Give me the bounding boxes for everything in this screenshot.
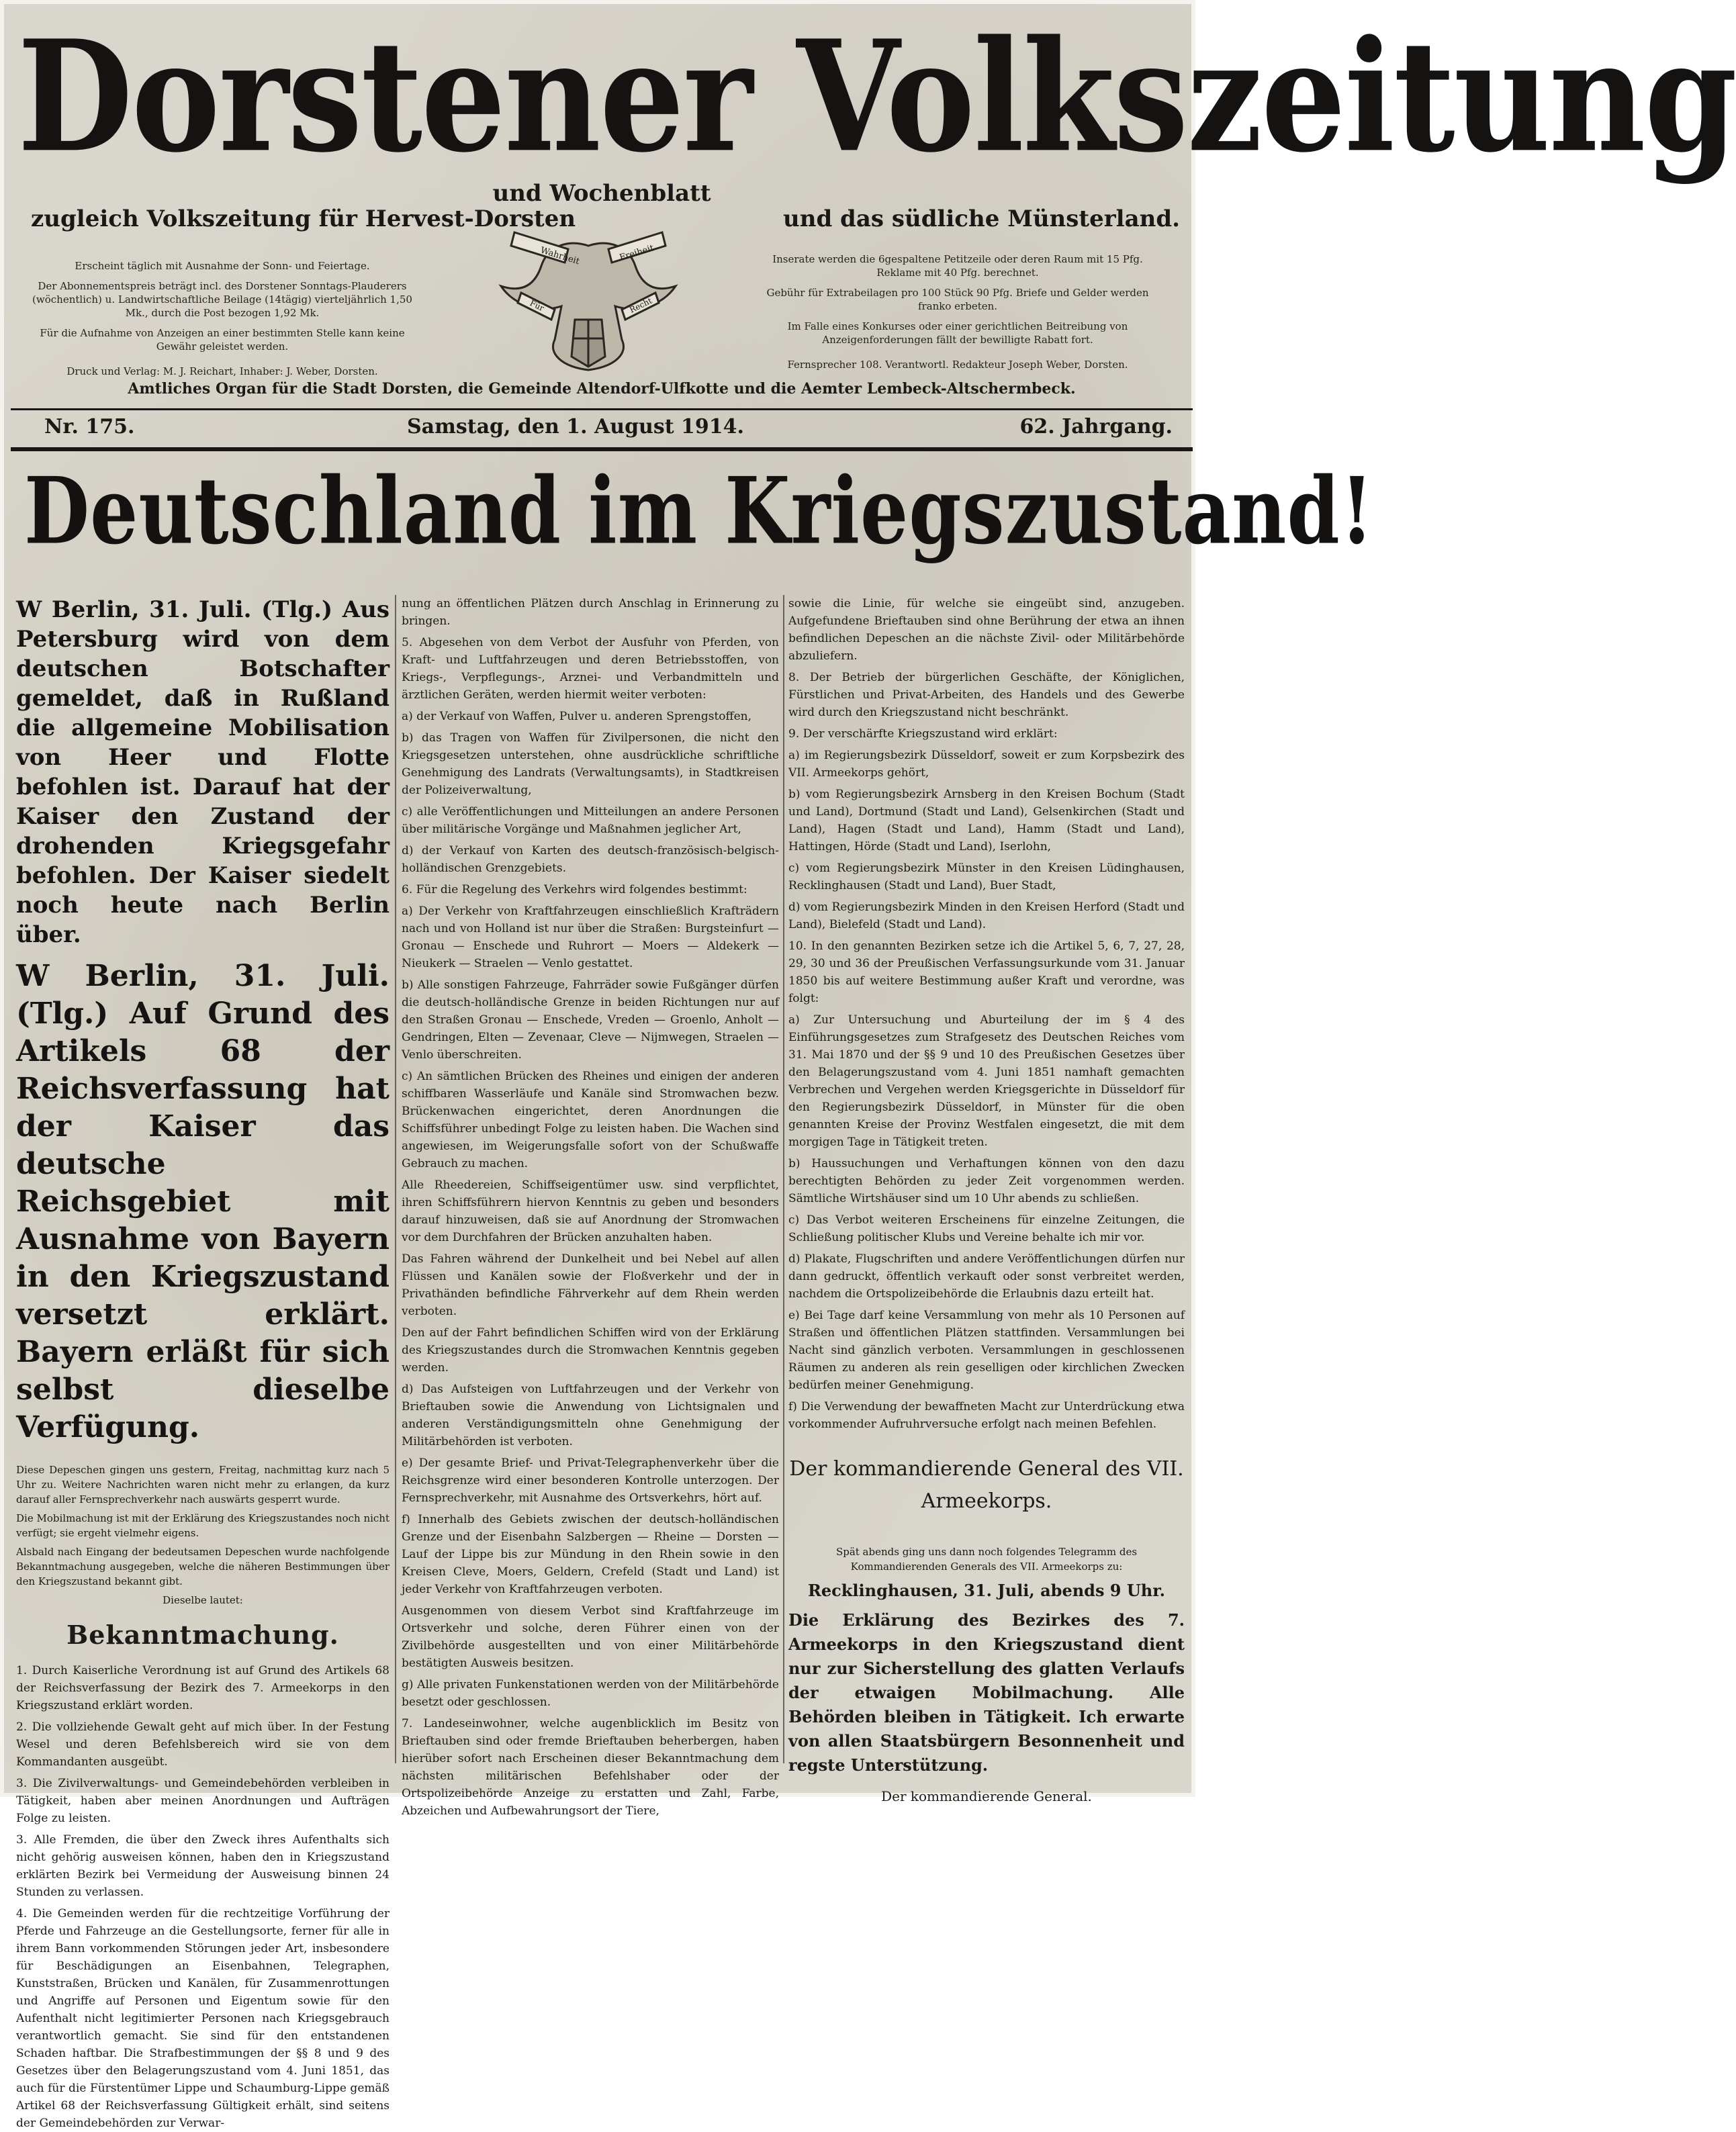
masthead-right-tagline: und das südliche Münsterland. [783,205,1180,232]
editor-line: Fernsprecher 108. Verantwortl. Redakteur Joseph Weber, Dorsten. [787,359,1128,371]
paragraph: d) der Verkauf von Karten des deutsch-französisch-belgisch-holländischen Grenzgebiets. [402,844,779,875]
official-organ-line: Amtliches Organ für die Stadt Dorsten, die Gemeinde Altendorf-Ulfkotte und die Aemter Lembeck-Altschermbeck. [128,380,1076,398]
paragraph: a) Der Verkehr von Kraftfahrzeugen einschließlich Krafträdern nach und von Holland ist nur über die Straßen: Burgsteinfurt — Gronau — Enschede und Ruhrort — Moers — Aldekerk — Nieukerk — Straelen — Venlo gestattet. [402,905,779,970]
paragraph: d) vom Regierungsbezirk Minden in den Kreisen Herford (Stadt und Land), Bielefeld (Stadt und Land). [788,900,1185,931]
info-right-line: Inserate werden die 6gespaltene Petitzeile oder deren Raum mit 15 Pfg. Reklame mit 40 Pfg. berechnet. [772,253,1143,279]
masthead-left-tagline: zugleich Volkszeitung für Hervest-Dorsten [31,205,576,232]
paragraph: b) das Tragen von Waffen für Zivilpersonen, die nicht den Kriegsgesetzen unterstehen, ohne ausdrückliche schriftliche Genehmigung des Landrats (Verwaltungsamts), in Stadtkreisen der Polizeiverwaltung, [402,731,779,797]
paragraph: g) Alle privaten Funkenstationen werden von der Militärbehörde besetzt oder geschlossen. [402,1678,779,1709]
telegram-signoff: Der kommandierende General. [881,1788,1092,1804]
subscription-info [24,259,420,353]
paragraph: c) vom Regierungsbezirk Münster in den Kreisen Lüdinghausen, Recklinghausen (Stadt und Land), Buer Stadt, [788,862,1185,892]
paragraph: e) Der gesamte Brief- und Privat-Telegraphenverkehr über die Reichsgrenze wird einer besonderen Kontrolle unterzogen. Der Fernsprechverkehr, mit Ausnahme des Ortsverkehrs, hört auf. [402,1456,779,1505]
paragraph: Alle Rheedereien, Schiffseigentümer usw. sind verpflichtet, ihren Schiffsführern hiervon Kenntnis zu geben und besonders darauf hinzuweisen, daß sie auf Anordnung der Stromwachen vor dem Durchfahren der Brücken anzuhalten haben. [402,1178,779,1244]
paragraph: 6. Für die Regelung des Verkehrs wird folgendes bestimmt: [402,883,747,896]
paragraph: 1. Durch Kaiserliche Verordnung ist auf Grund des Artikels 68 der Reichsverfassung der Bezirk des 7. Armeekorps in den Kriegszustand erklärt worden. [16,1664,390,1712]
paragraph: a) der Verkauf von Waffen, Pulver u. anderen Sprengstoffen, [402,710,752,723]
paragraph: 10. In den genannten Bezirken setze ich die Artikel 5, 6, 7, 27, 28, 29, 30 und 36 der Preußischen Verfassungsurkunde vom 31. Januar 1850 bis auf weitere Bestimmung außer Kraft und verordne, was folgt: [788,939,1185,1005]
paragraph: nung an öffentlichen Plätzen durch Anschlag in Erinnerung zu bringen. [402,597,779,628]
paragraph: f) Die Verwendung der bewaffneten Macht zur Unterdrückung etwa vorkommender Aufruhrversuche erfolgt nach meinen Befehlen. [788,1400,1185,1431]
column-divider [395,595,396,1763]
rule-top [11,408,1193,410]
crest-motto-left: Wahrheit [539,245,581,267]
paragraph: 4. Die Gemeinden werden für die rechtzeitige Vorführung der Pferde und Fahrzeuge an die Gestellungsorte, ferner für alle in ihrem Bann vorkommenden Störungen jeder Art, insbesondere für Beschädigungen an Eisenbahnen, Telegraphen, Kunststraßen, Brücken und Kanälen, für Zusammenrottungen und Angriffe auf Personen und Eigentum sowie für den Aufenthalt nicht legitimierter Personen nach Kriegsgebrauch verantwortlich gemacht. Sie sind für den entstandenen Schaden haftbar. Die Strafbestimmungen der §§ 8 und 9 des Gesetzes über den Belagerungszustand vom 4. Juni 1851, das auch für die Fürstentümer Lippe und Schaumburg-Lippe gemäß Artikel 68 der Reichsverfassung Gültigkeit erhält, sind seitens der Gemeindebehörden zur Verwar- [16,1907,390,2130]
masthead-title: Dorstener Volkszeitung [17,6,1736,187]
masthead-subtitle: und Wochenblatt [492,180,711,207]
printer-line: Druck und Verlag: M. J. Reichart, Inhaber: J. Weber, Dorsten. [66,365,378,377]
column-2 [402,595,779,1818]
paragraph: b) Haussuchungen und Verhaftungen können von den dazu berechtigten Behörden zu jeder Zeit vorgenommen werden. Sämtliche Wirtshäuser sind um 10 Uhr abends zu schließen. [788,1157,1185,1205]
paragraph: e) Bei Tage darf keine Versammlung von mehr als 10 Personen auf Straßen und öffentlichen Plätzen stattfinden. Versammlungen bei Nacht sind gänzlich verboten. Versammlungen in geschlossenen Räumen zu anderen als rein geselligen oder kirchlichen Zwecken bedürfen meiner Genehmigung. [788,1309,1185,1392]
info-left-line: Der Abonnementspreis beträgt incl. des Dorstener Sonntags-Plauderers (wöchentlich) u. Landwirtschaftliche Beilage (14tägig) vierteljährlich 1,50 Mk., durch die Post bezogen 1,92 Mk. [32,280,412,319]
paragraph: 5. Abgesehen von dem Verbot der Ausfuhr von Pferden, von Kraft- und Luftfahrzeugen und deren Betriebsstoffen, von Kriegs-, Verpflegungs-, Arznei- und Verbandmitteln und ärztlichen Geräten, werden hiermit weiter verboten: [402,636,779,702]
paragraph: c) alle Veröffentlichungen und Mitteilungen an andere Personen über militärische Vorgänge und Maßnahmen jeglicher Art, [402,805,779,836]
paragraph: a) im Regierungsbezirk Düsseldorf, soweit er zum Korpsbezirk des VII. Armeekorps gehört, [788,749,1185,780]
paragraph: 9. Der verschärfte Kriegszustand wird erklärt: [788,727,1058,741]
paragraph: sowie die Linie, für welche sie eingeübt sind, anzugeben. Aufgefundene Brieftauben sind ohne Berührung der etwa an ihnen befindlichen Depeschen an die nächste Zivil- oder Militärbehörde abzuliefern. [788,597,1185,663]
paragraph: c) An sämtlichen Brücken des Rheines und einigen der anderen schiffbaren Wasserläufe und Kanäle sind Stromwachen bezw. Brückenwachen eingerichtet, deren Anordnungen die Schiffsführer unbedingt Folge zu leisten haben. Die Wachen sind angewiesen, im Weigerungsfalle sofort von der Schußwaffe Gebrauch zu machen. [402,1070,779,1170]
paragraph: d) Das Aufsteigen von Luftfahrzeugen und der Verkehr von Brieftauben sowie die Anwendung von Lichtsignalen und anderen Verständigungsmitteln ohne Genehmigung der Militärbehörden ist verboten. [402,1383,779,1448]
paragraph: b) Alle sonstigen Fahrzeuge, Fahrräder sowie Fußgänger dürfen die deutsch-holländische Grenze in beiden Richtungen nur auf den Straßen Gronau — Enschede, Vreden — Groenlo, Anholt — Gendringen, Elten — Zevenaar, Cleve — Nijmwegen, Straelen — Venlo überschreiten. [402,978,779,1062]
late-telegram-note: Spät abends ging uns dann noch folgendes Telegramm des Kommandierenden Generals des VII. Armeekorps zu: [835,1546,1138,1573]
paragraph: Den auf der Fahrt befindlichen Schiffen wird von der Erklärung des Kriegszustandes durch die Stromwachen Kenntnis gegeben werden. [402,1326,779,1375]
column-divider [783,595,784,1763]
crest-motto-right: Freiheit [618,243,655,263]
paragraph: 2. Die vollziehende Gewalt geht auf mich über. In der Festung Wesel und deren Befehlsbereich wird sie von dem Kommandanten ausgeübt. [16,1720,390,1769]
info-left-line: Erscheint täglich mit Ausnahme der Sonn- und Feiertage. [75,260,370,272]
section-heading: Bekanntmachung. [66,1620,339,1650]
paragraph: 8. Der Betrieb der bürgerlichen Geschäfte, der Königlichen, Fürstlichen und Privat-Arbeiten, des Handels und des Gewerbe wird durch den Kriegszustand nicht beschränkt. [788,671,1185,719]
paragraph: 3. Die Zivilverwaltungs- und Gemeindebehörden verbleiben in Tätigkeit, haben aber meinen Anordnungen und Aufträgen Folge zu leisten. [16,1777,390,1825]
info-left-line: Für die Aufnahme von Anzeigen an einer bestimmten Stelle kann keine Gewähr geleistet werden. [40,327,405,353]
column-1 [16,595,390,2130]
issue-date: Samstag, den 1. August 1914. [407,415,744,438]
lead-telegram-2: W Berlin, 31. Juli. (Tlg.) Auf Grund des Artikels 68 der Reichsverfassung hat der Kaiser das deutsche Reichsgebiet mit Ausnahme von Bayern in den Kriegszustand versetzt erklärt. Bayern erläßt für sich selbst dieselbe Verfügung. [16,959,390,1444]
paragraph: c) Das Verbot weiteren Erscheinens für einzelne Zeitungen, die Schließung politischer Klubs und Vereine behalte ich mir vor. [788,1213,1185,1244]
lead-telegram-1: W Berlin, 31. Juli. (Tlg.) Aus Petersburg wird von dem deutschen Botschafter gemeldet, daß in Rußland die allgemeine Mobilisation von Heer und Flotte befohlen ist. Darauf hat der Kaiser den Zustand der drohenden Kriegsgefahr befohlen. Der Kaiser siedelt noch heute nach Berlin über. [16,596,390,948]
crest-motto-bottom-right: Recht [628,295,654,315]
paragraph: d) Plakate, Flugschriften und andere Veröffentlichungen dürfen nur dann gedruckt, öffentlich verkauft oder sonst verbreitet werden, nachdem die Ortspolizeibehörde die Erlaubnis dazu erteilt hat. [788,1252,1185,1301]
paragraph: Diese Depeschen gingen uns gestern, Freitag, nachmittag kurz nach 5 Uhr zu. Weitere Nachrichten waren nicht mehr zu erlangen, da kurz darauf aller Fernsprechverkehr nach auswärts gesperrt wurde. [16,1464,390,1505]
paragraph: b) vom Regierungsbezirk Arnsberg in den Kreisen Bochum (Stadt und Land), Dortmund (Stadt und Land), Gelsenkirchen (Stadt und Land), Hagen (Stadt und Land), Hamm (Stadt und Land), Hattingen, Hörde (Stadt und Land), Iserlohn, [788,788,1185,853]
advertising-info [749,252,1166,346]
info-right-line: Im Falle eines Konkurses oder einer gerichtlichen Beitreibung von Anzeigenforderungen fällt der bewilligte Rabatt fort. [787,320,1128,346]
paragraph: Dieselbe lautet: [163,1594,243,1606]
paragraph: Ausgenommen von diesem Verbot sind Kraftfahrzeuge im Ortsverkehr und solche, deren Führer einen von der Zivilbehörde ausgestellten und von einer Militärbehörde bestätigten Ausweis besitzen. [402,1604,779,1670]
paragraph: 3. Alle Fremden, die über den Zweck ihres Aufenthalts sich nicht gehörig ausweisen können, haben den in Kriegszustand erklärten Bezirk bei Vermeidung der Ausweisung binnen 24 Stunden zu verlassen. [16,1833,390,1899]
headline: Deutschland im Kriegszustand! [24,457,1374,565]
paragraph: Die Mobilmachung ist mit der Erklärung des Kriegszustandes noch nicht verfügt; sie ergeht vielmehr eigens. [16,1512,390,1539]
paragraph: Das Fahren während der Dunkelheit und bei Nebel auf allen Flüssen und Kanälen sowie der Floßverkehr und der in Privathänden befindliche Fährverkehr auf dem Rhein werden verboten. [402,1252,779,1318]
volume-year: 62. Jahrgang. [1019,415,1173,438]
info-right-line: Gebühr für Extrabeilagen pro 100 Stück 90 Pfg. Briefe und Gelder werden franko erbeten. [766,287,1149,312]
telegram-heading: Recklinghausen, 31. Juli, abends 9 Uhr. [807,1581,1166,1600]
paragraph: a) Zur Untersuchung und Aburteilung der im § 4 des Einführungsgesetzes zum Strafgesetz des Deutschen Reiches vom 31. Mai 1870 und der §§ 9 und 10 des Preußischen Gesetzes über den Belagerungszustand vom 4. Juni 1851 namhaft gemachten Verbrechen und Vergehen werden Kriegsgerichte in Düsseldorf für den Regierungsbezirk Düsseldorf, in Münster für die oben genannten Kreise der Provinz Westfalen eingesetzt, die mit dem morgigen Tage in Tätigkeit treten. [788,1013,1185,1149]
paragraph: Alsbald nach Eingang der bedeutsamen Depeschen wurde nachfolgende Bekanntmachung ausgegeben, welche die näheren Bestimmungen über den Kriegszustand bekannt gibt. [16,1546,390,1587]
column-3 [788,595,1185,1804]
telegram-text: Die Erklärung des Bezirkes des 7. Armeekorps in den Kriegszustand dient nur zur Sicherstellung des glatten Verlaufs der etwaigen Mobilmachung. Alle Behörden bleiben in Tätigkeit. Ich erwarte von allen Staatsbürgern Besonnenheit und regste Unterstützung. [788,1610,1185,1775]
crest-motto-bottom-left: Für [528,298,546,314]
eagle-crest-icon [441,219,736,373]
paragraph: f) Innerhalb des Gebiets zwischen der deutsch-holländischen Grenze und der Eisenbahn Salzbergen — Rheine — Dorsten — Lauf der Lippe bis zur Mündung in den Rhein sowie in den Kreisen Cleve, Moers, Geldern, Crefeld (Stadt und Land) ist jeder Verkehr von Kraftfahrzeugen verboten. [402,1513,779,1596]
paragraph: 7. Landeseinwohner, welche augenblicklich im Besitz von Brieftauben sind oder fremde Brieftauben beherbergen, haben hierüber sofort nach Erscheinen dieser Bekanntmachung dem nächsten militärischen Befehlshaber oder der Ortspolizeibehörde Anzeige zu erstatten und Zahl, Farbe, Abzeichen und Aufbewahrungsort der Tiere, [402,1717,779,1818]
issue-number: Nr. 175. [44,415,135,438]
rule-bottom [11,447,1193,451]
general-signature: Der kommandierende General des VII. Armeekorps. [789,1457,1184,1513]
